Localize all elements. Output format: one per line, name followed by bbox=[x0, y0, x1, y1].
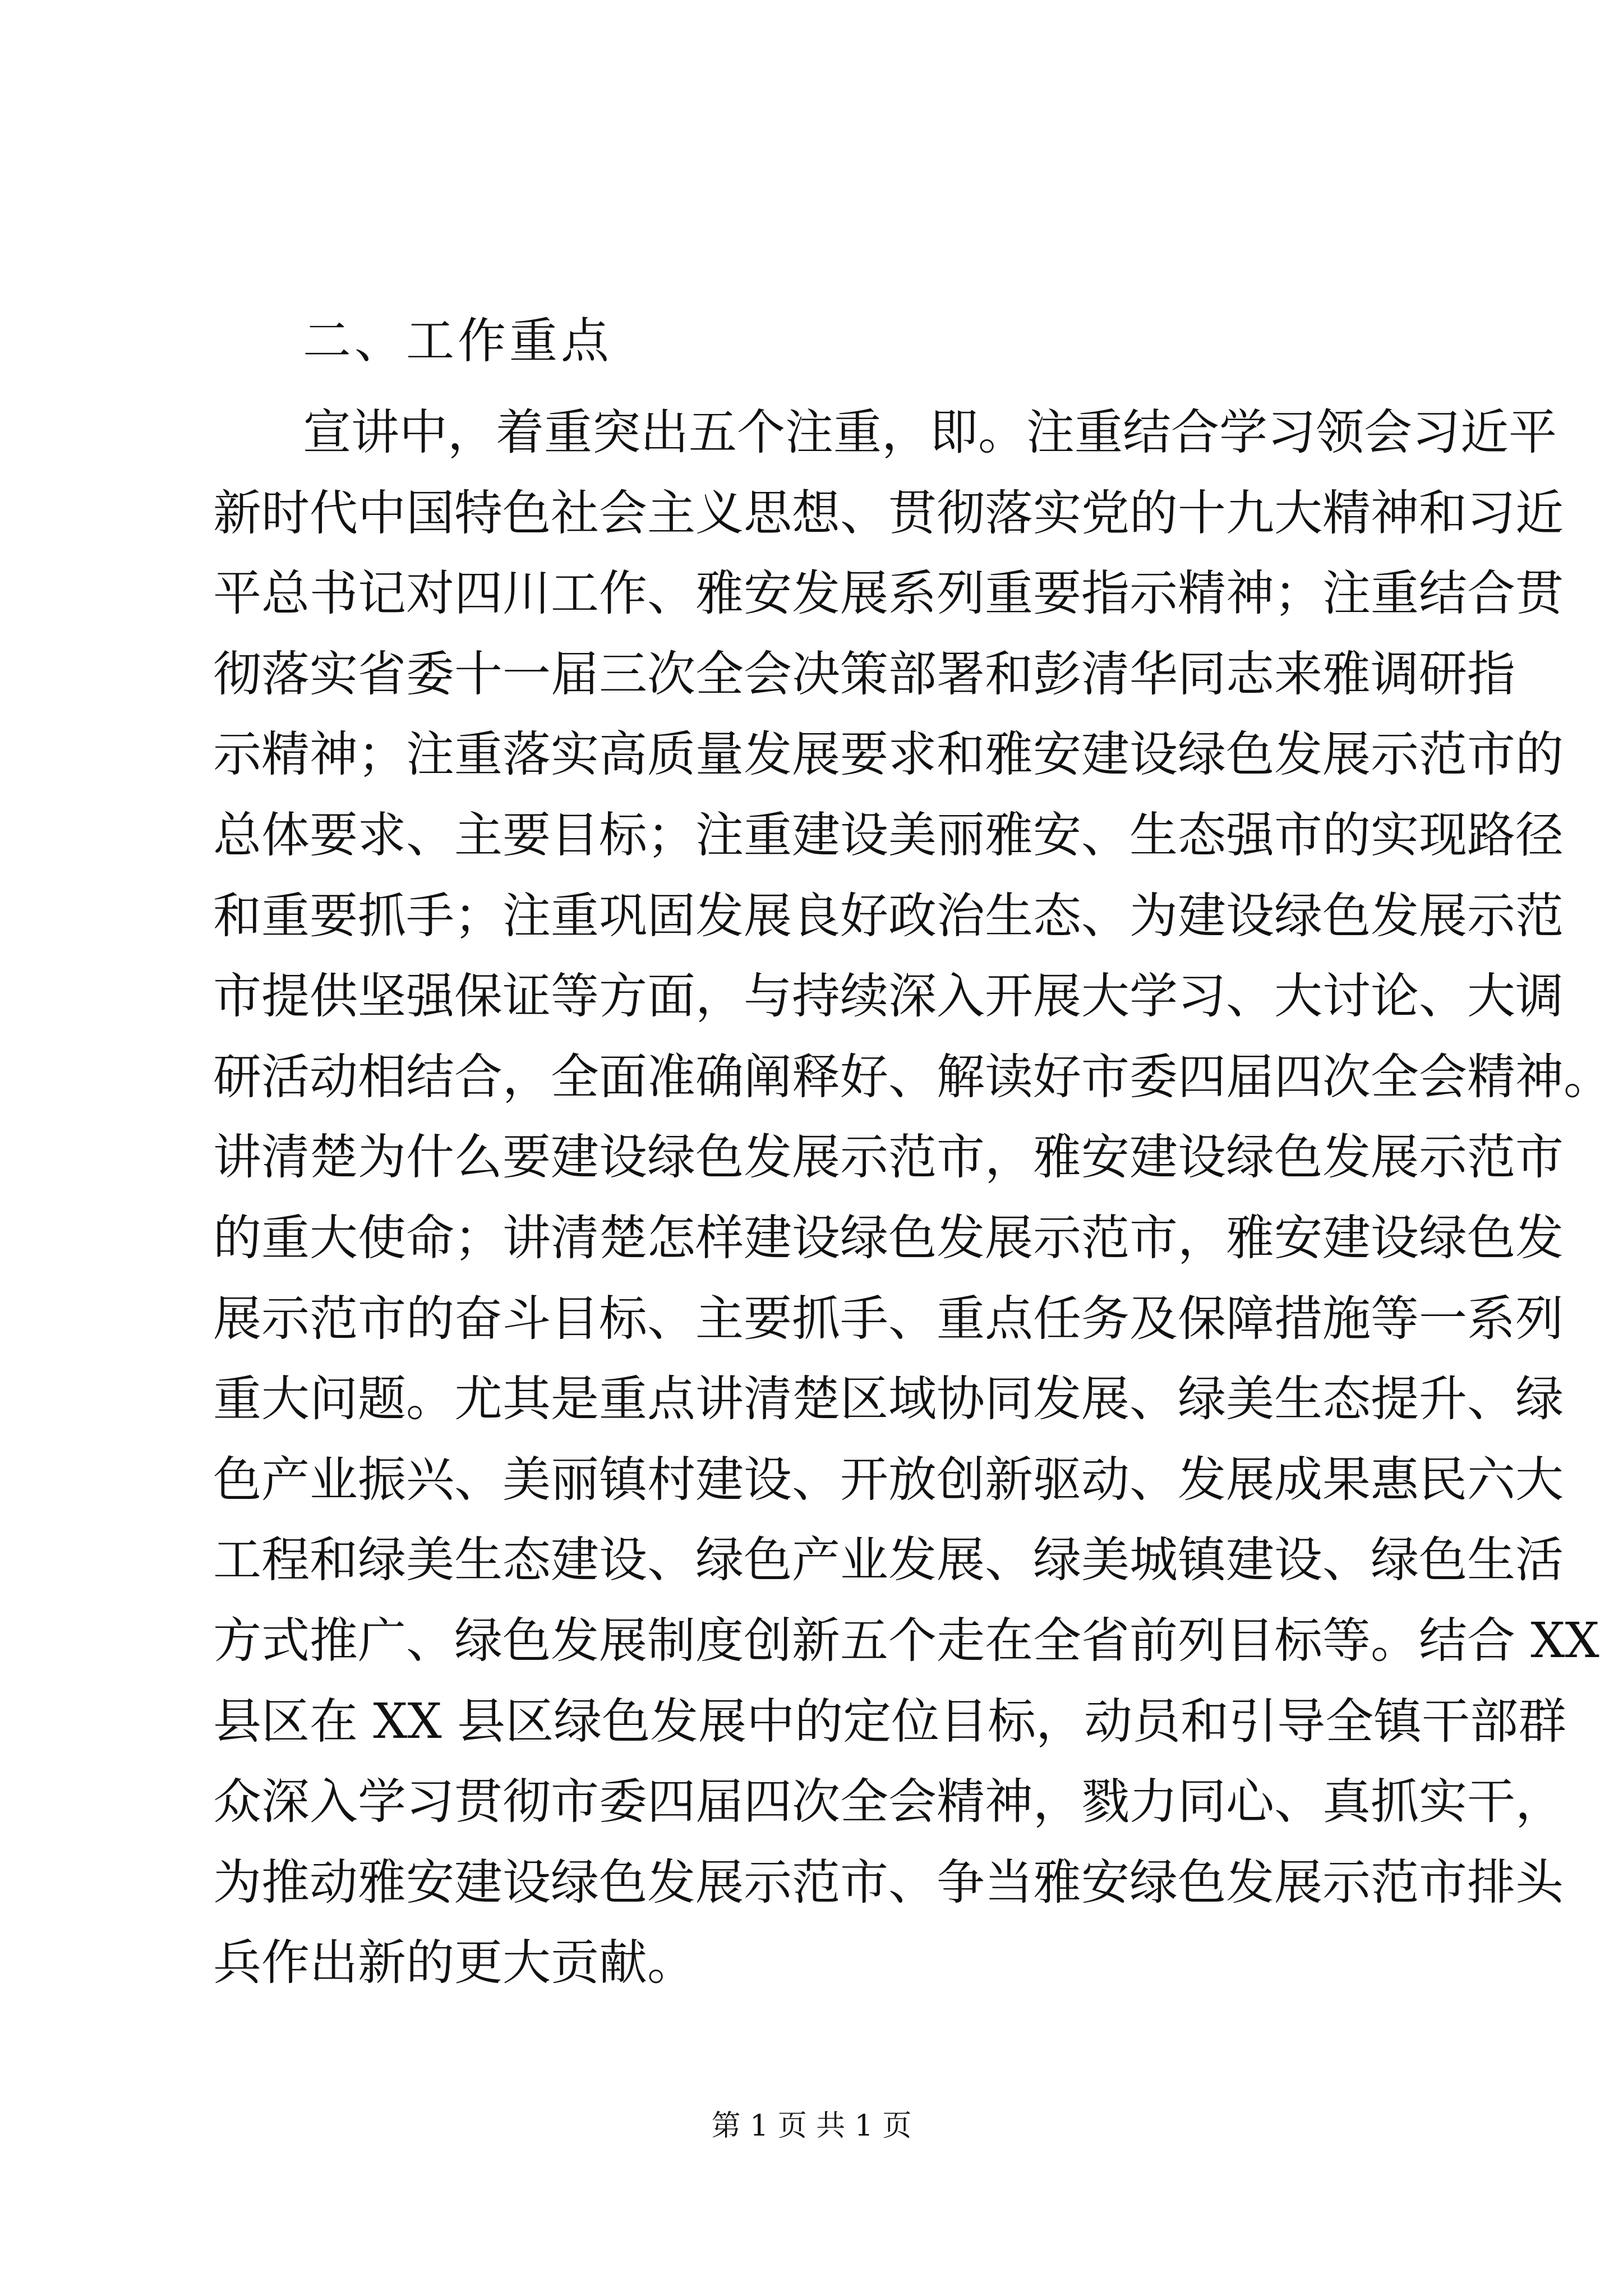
paragraph-line: 县区在 XX 县区绿色发展中的定位目标，动员和引导全镇干部群 bbox=[213, 1693, 1567, 1750]
paragraph-line: 为推动雅安建设绿色发展示范市、争当雅安绿色发展示范市排头 bbox=[213, 1854, 1564, 1911]
paragraph-line: 展示范市的奋斗目标、主要抓手、重点任务及保障措施等一系列 bbox=[213, 1290, 1564, 1347]
paragraph-line: 平总书记对四川工作、雅安发展系列重要指示精神；注重结合贯 bbox=[213, 565, 1564, 622]
paragraph-line: 市提供坚强保证等方面，与持续深入开展大学习、大讨论、大调 bbox=[213, 968, 1564, 1025]
section-heading: 二、工作重点 bbox=[303, 313, 612, 369]
paragraph-line: 兵作出新的更大贡献。 bbox=[213, 1935, 695, 1991]
paragraph-line: 方式推广、绿色发展制度创新五个走在全省前列目标等。结合 XX bbox=[213, 1612, 1599, 1669]
body-paragraph bbox=[213, 393, 1612, 2004]
paragraph-line: 的重大使命；讲清楚怎样建设绿色发展示范市，雅安建设绿色发 bbox=[213, 1209, 1564, 1266]
paragraph-line: 重大问题。尤其是重点讲清楚区域协同发展、绿美生态提升、绿 bbox=[213, 1371, 1564, 1428]
paragraph-line: 众深入学习贯彻市委四届四次全会精神，戮力同心、真抓实干， bbox=[213, 1774, 1564, 1830]
paragraph-line: 研活动相结合，全面准确阐释好、解读好市委四届四次全会精神。 bbox=[213, 1048, 1612, 1105]
paragraph-line: 彻落实省委十一届三次全会决策部署和彭清华同志来雅调研指 bbox=[213, 646, 1515, 702]
paragraph-line: 新时代中国特色社会主义思想、贯彻落实党的十九大精神和习近 bbox=[213, 485, 1564, 541]
paragraph-line: 讲清楚为什么要建设绿色发展示范市，雅安建设绿色发展示范市 bbox=[213, 1129, 1564, 1186]
paragraph-line: 和重要抓手；注重巩固发展良好政治生态、为建设绿色发展示范 bbox=[213, 887, 1564, 944]
paragraph-line: 示精神；注重落实高质量发展要求和雅安建设绿色发展示范市的 bbox=[213, 726, 1564, 783]
paragraph-line: 宣讲中，着重突出五个注重，即。注重结合学习领会习近平 bbox=[303, 404, 1557, 461]
paragraph-line: 工程和绿美生态建设、绿色产业发展、绿美城镇建设、绿色生活 bbox=[213, 1532, 1564, 1589]
paragraph-line: 总体要求、主要目标；注重建设美丽雅安、生态强市的实现路径 bbox=[213, 807, 1564, 863]
page-number-footer: 第 1 页 共 1 页 bbox=[711, 2109, 912, 2143]
paragraph-line: 色产业振兴、美丽镇村建设、开放创新驱动、发展成果惠民六大 bbox=[213, 1451, 1564, 1508]
